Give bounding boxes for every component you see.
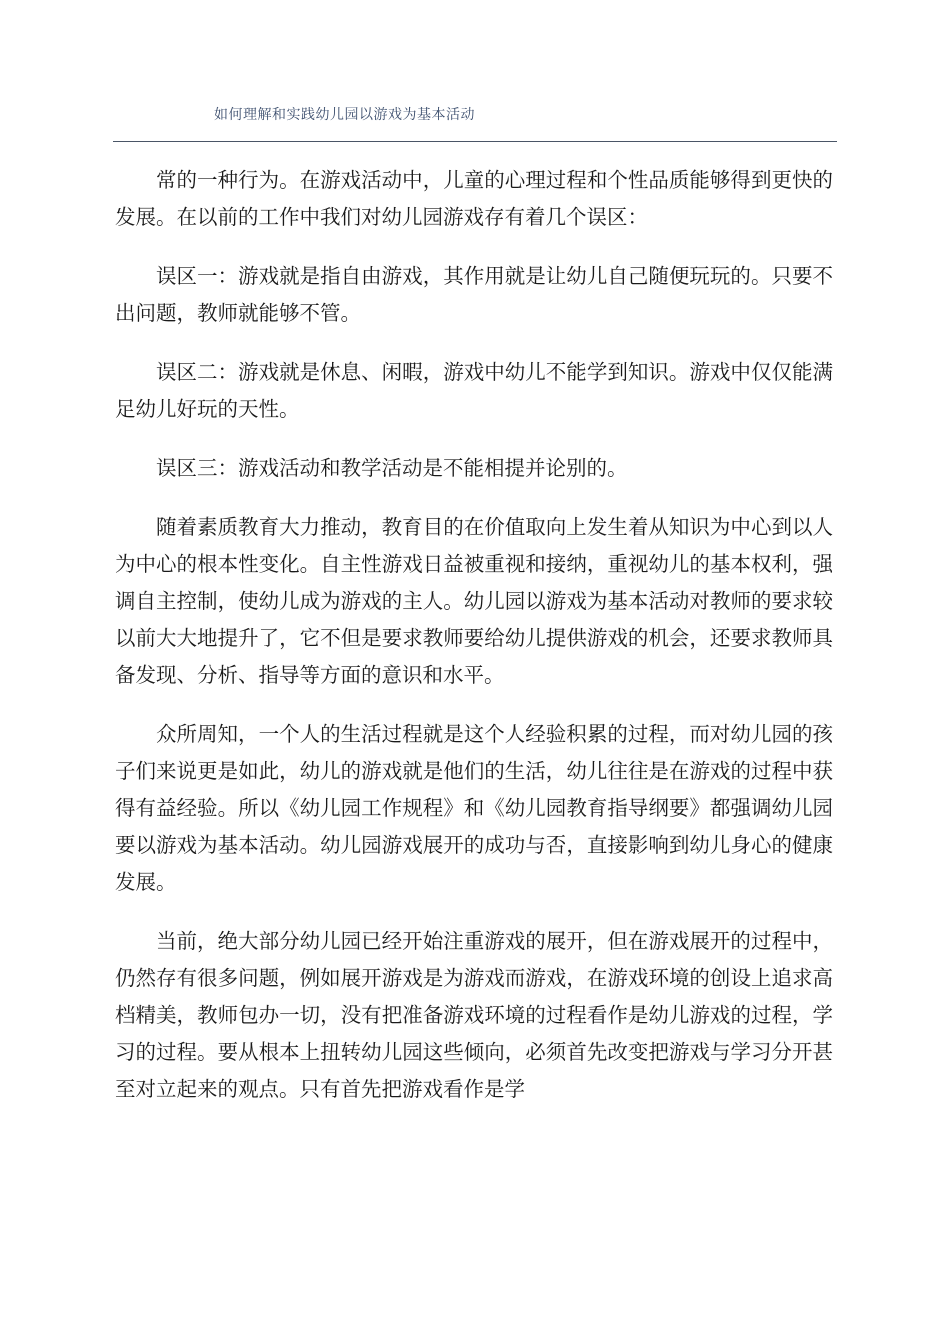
paragraph: 众所周知，一个人的生活过程就是这个人经验积累的过程，而对幼儿园的孩子们来说更是如此，幼儿的游戏就是他们的生活，幼儿往往是在游戏的过程中获得有益经验。所以《幼儿园工作规程》和《幼儿园教育指导纲要》都强调幼儿园要以游戏为基本活动。幼儿园游戏展开的成功与否，直接影响到幼儿身心的健康发展。 bbox=[115, 722, 833, 894]
body-text bbox=[115, 162, 833, 1130]
paragraph: 当前，绝大部分幼儿园已经开始注重游戏的展开，但在游戏展开的过程中，仍然存有很多问题，例如展开游戏是为游戏而游戏，在游戏环境的创设上追求高档精美，教师包办一切，没有把准备游戏环境的过程看作是幼儿游戏的过程，学习的过程。要从根本上扭转幼儿园这些倾向，必须首先改变把游戏与学习分开甚至对立起来的观点。只有首先把游戏看作是学 bbox=[115, 929, 833, 1101]
paragraph: 误区三：游戏活动和教学活动是不能相提并论别的。 bbox=[156, 456, 628, 480]
paragraph: 误区二：游戏就是休息、闲暇，游戏中幼儿不能学到知识。游戏中仅仅能满足幼儿好玩的天性。 bbox=[115, 360, 833, 421]
paragraph: 随着素质教育大力推动，教育目的在价值取向上发生着从知识为中心到以人为中心的根本性变化。自主性游戏日益被重视和接纳，重视幼儿的基本权利，强调自主控制，使幼儿成为游戏的主人。幼儿园以游戏为基本活动对教师的要求较以前大大地提升了，它不但是要求教师要给幼儿提供游戏的机会，还要求教师具备发现、分析、指导等方面的意识和水平。 bbox=[115, 515, 833, 687]
running-header-title: 如何理解和实践幼儿园以游戏为基本活动 bbox=[214, 107, 475, 123]
header-divider bbox=[113, 141, 837, 142]
paragraph: 常的一种行为。在游戏活动中，儿童的心理过程和个性品质能够得到更快的发展。在以前的工作中我们对幼儿园游戏存有着几个误区： bbox=[115, 168, 833, 229]
paragraph: 误区一：游戏就是指自由游戏，其作用就是让幼儿自己随便玩玩的。只要不出问题，教师就能够不管。 bbox=[115, 264, 833, 325]
